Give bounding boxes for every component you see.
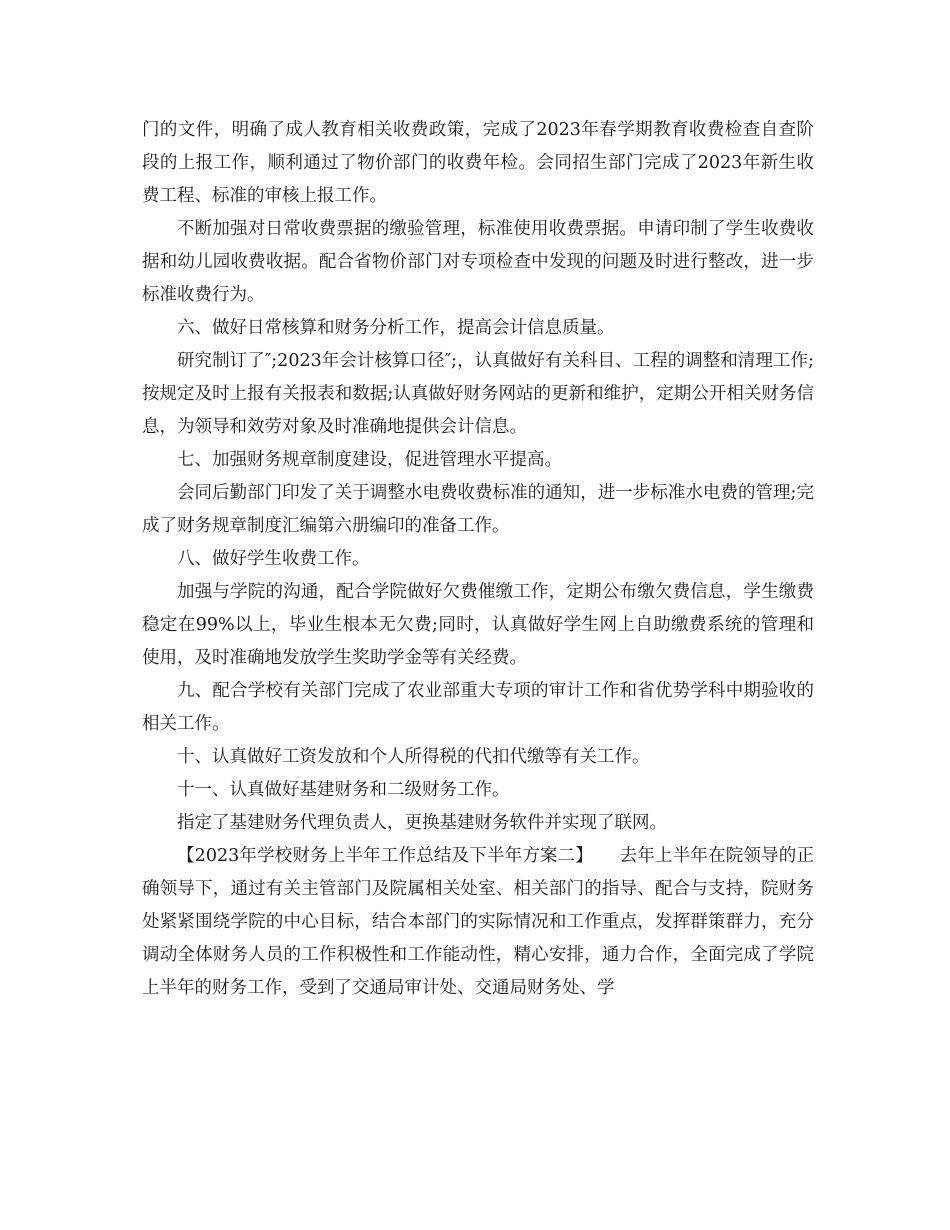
paragraph-4: 会同后勤部门印发了关于调整水电费收费标准的通知，进一步标准水电费的管理;完成了财务规章制度汇编第六册编印的准备工作。 <box>142 483 814 536</box>
document-body <box>142 114 814 1005</box>
paragraph-5: 加强与学院的沟通，配合学院做好欠费催缴工作，定期公布缴欠费信息，学生缴费稳定在99%以上，毕业生根本无欠费;同时，认真做好学生网上自助缴费系统的管理和使用，及时准确地发放学生奖助学金等有关经费。 <box>142 582 814 668</box>
section-heading-7: 七、加强财务规章制度建设，促进管理水平提高。 <box>177 450 562 470</box>
paragraph-3: 研究制订了″;2023年会计核算口径″;，认真做好有关科目、工程的调整和清理工作;按规定及时上报有关报表和数据;认真做好财务网站的更新和维护，定期公开相关财务信息，为领导和效劳对象及时准确地提供会计信息。 <box>142 351 814 437</box>
paragraph-6: 指定了基建财务代理负责人，更换基建财务软件并实现了联网。 <box>177 813 667 833</box>
paragraph-7: 【2023年学校财务上半年工作总结及下半年方案二】 去年上半年在院领导的正确领导下，通过有关主管部门及院属相关处室、相关部门的指导、配合与支持，院财务处紧紧围绕学院的中心目标，结合本部门的实际情况和工作重点，发挥群策群力，充分调动全体财务人员的工作积极性和工作能动性，精心安排，通力合作，全面完成了学院上半年的财务工作，受到了交通局审计处、交通局财务处、学 <box>142 846 814 998</box>
paragraph-1: 门的文件，明确了成人教育相关收费政策，完成了2023年春学期教育收费检查自查阶段的上报工作，顺利通过了物价部门的收费年检。会同招生部门完成了2023年新生收费工程、标准的审核上报工作。 <box>142 120 814 206</box>
section-heading-6: 六、做好日常核算和财务分析工作，提高会计信息质量。 <box>177 318 615 338</box>
section-heading-11: 十一、认真做好基建财务和二级财务工作。 <box>177 780 510 800</box>
section-heading-10: 十、认真做好工资发放和个人所得税的代扣代缴等有关工作。 <box>177 747 650 767</box>
section-heading-8: 八、做好学生收费工作。 <box>177 549 370 569</box>
section-heading-9: 九、配合学校有关部门完成了农业部重大专项的审计工作和省优势学科中期验收的相关工作。 <box>142 681 814 734</box>
paragraph-2: 不断加强对日常收费票据的缴验管理，标准使用收费票据。申请印制了学生收费收据和幼儿园收费收据。配合省物价部门对专项检查中发现的问题及时进行整改，进一步标准收费行为。 <box>142 219 814 305</box>
